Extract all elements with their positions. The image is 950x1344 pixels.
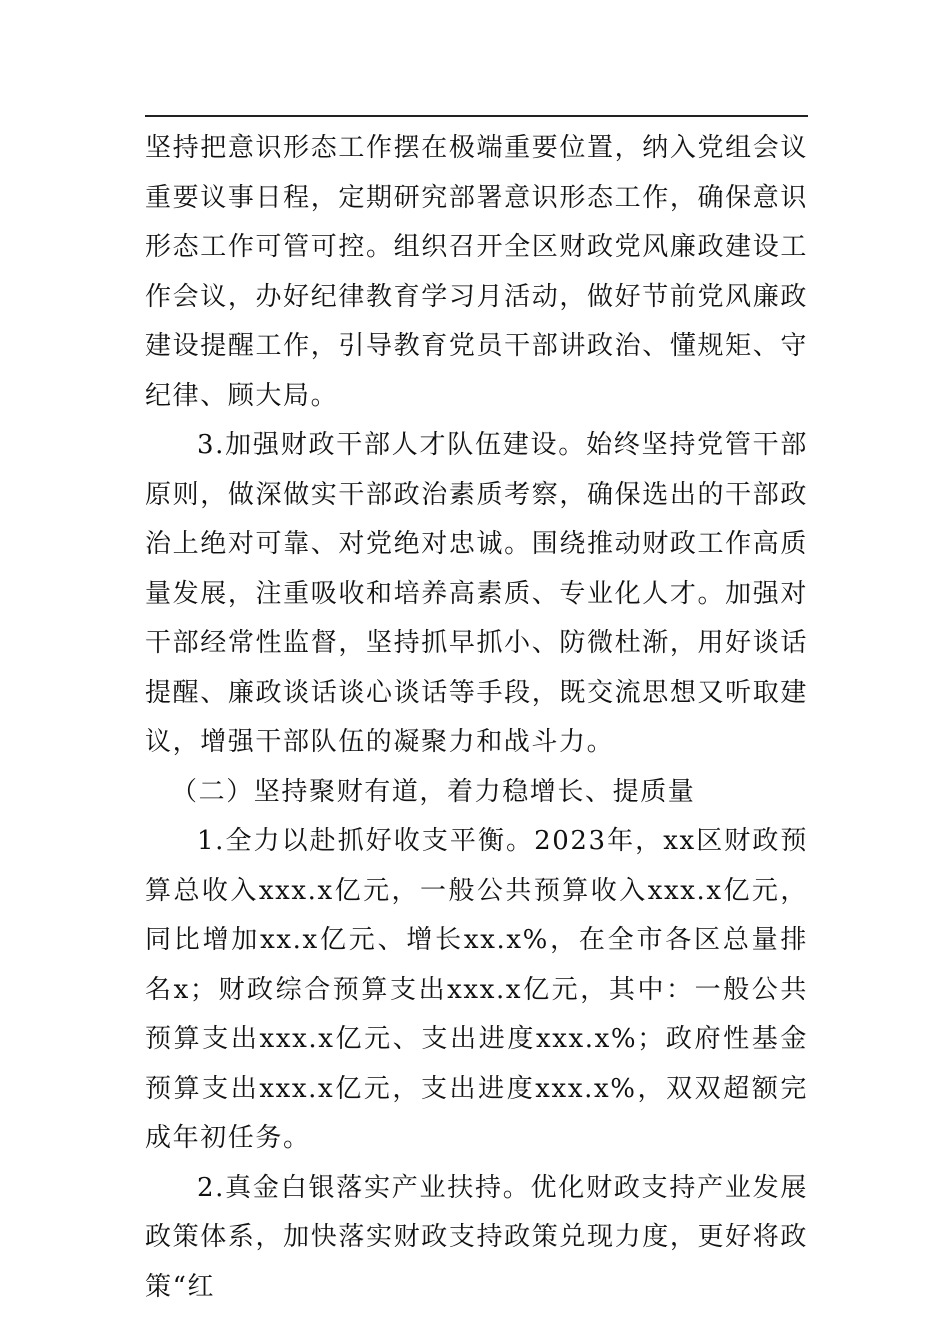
paragraph-industry-support: 2.真金白银落实产业扶持。优化财政支持产业发展政策体系，加快落实财政支持政策兑现力度，更好将政策“红 [145, 1172, 808, 1302]
top-divider [145, 115, 808, 117]
paragraph-cadre-team-building: 3.加强财政干部人才队伍建设。始终坚持党管干部原则，做深做实干部政治素质考察，确保选出的干部政治上绝对可靠、对党绝对忠诚。围绕推动财政工作高质量发展，注重吸收和培养高素质、专业化人才。加强对干部经常性监督，坚持抓早抓小、防微杜渐，用好谈话提醒、廉政谈话谈心谈话等手段，既交流思想又听取建议，增强干部队伍的凝聚力和战斗力。 [145, 430, 808, 757]
paragraph-revenue-balance: 1.全力以赴抓好收支平衡。2023年，xx区财政预算总收入xxx.x亿元，一般公共预算收入xxx.x亿元，同比增加xx.x亿元、增长xx.x%，在全市各区总量排名x；财政综合预算支出xxx.x亿元，其中：一般公共预算支出xxx.x亿元、支出进度xxx.x%；政府性基金预算支出xxx.x亿元，支出进度xxx.x%，双双超额完成年初任务。 [145, 826, 808, 1153]
paragraph-ideology-work: 坚持把意识形态工作摆在极端重要位置，纳入党组会议重要议事日程，定期研究部署意识形态工作，确保意识形态工作可管可控。组织召开全区财政党风廉政建设工作会议，办好纪律教育学习月活动，做好节前党风廉政建设提醒工作，引导教育党员干部讲政治、懂规矩、守纪律、顾大局。 [145, 133, 808, 411]
section-heading-revenue: （二）坚持聚财有道，着力稳增长、提质量 [171, 776, 696, 807]
document-body [145, 124, 808, 1312]
